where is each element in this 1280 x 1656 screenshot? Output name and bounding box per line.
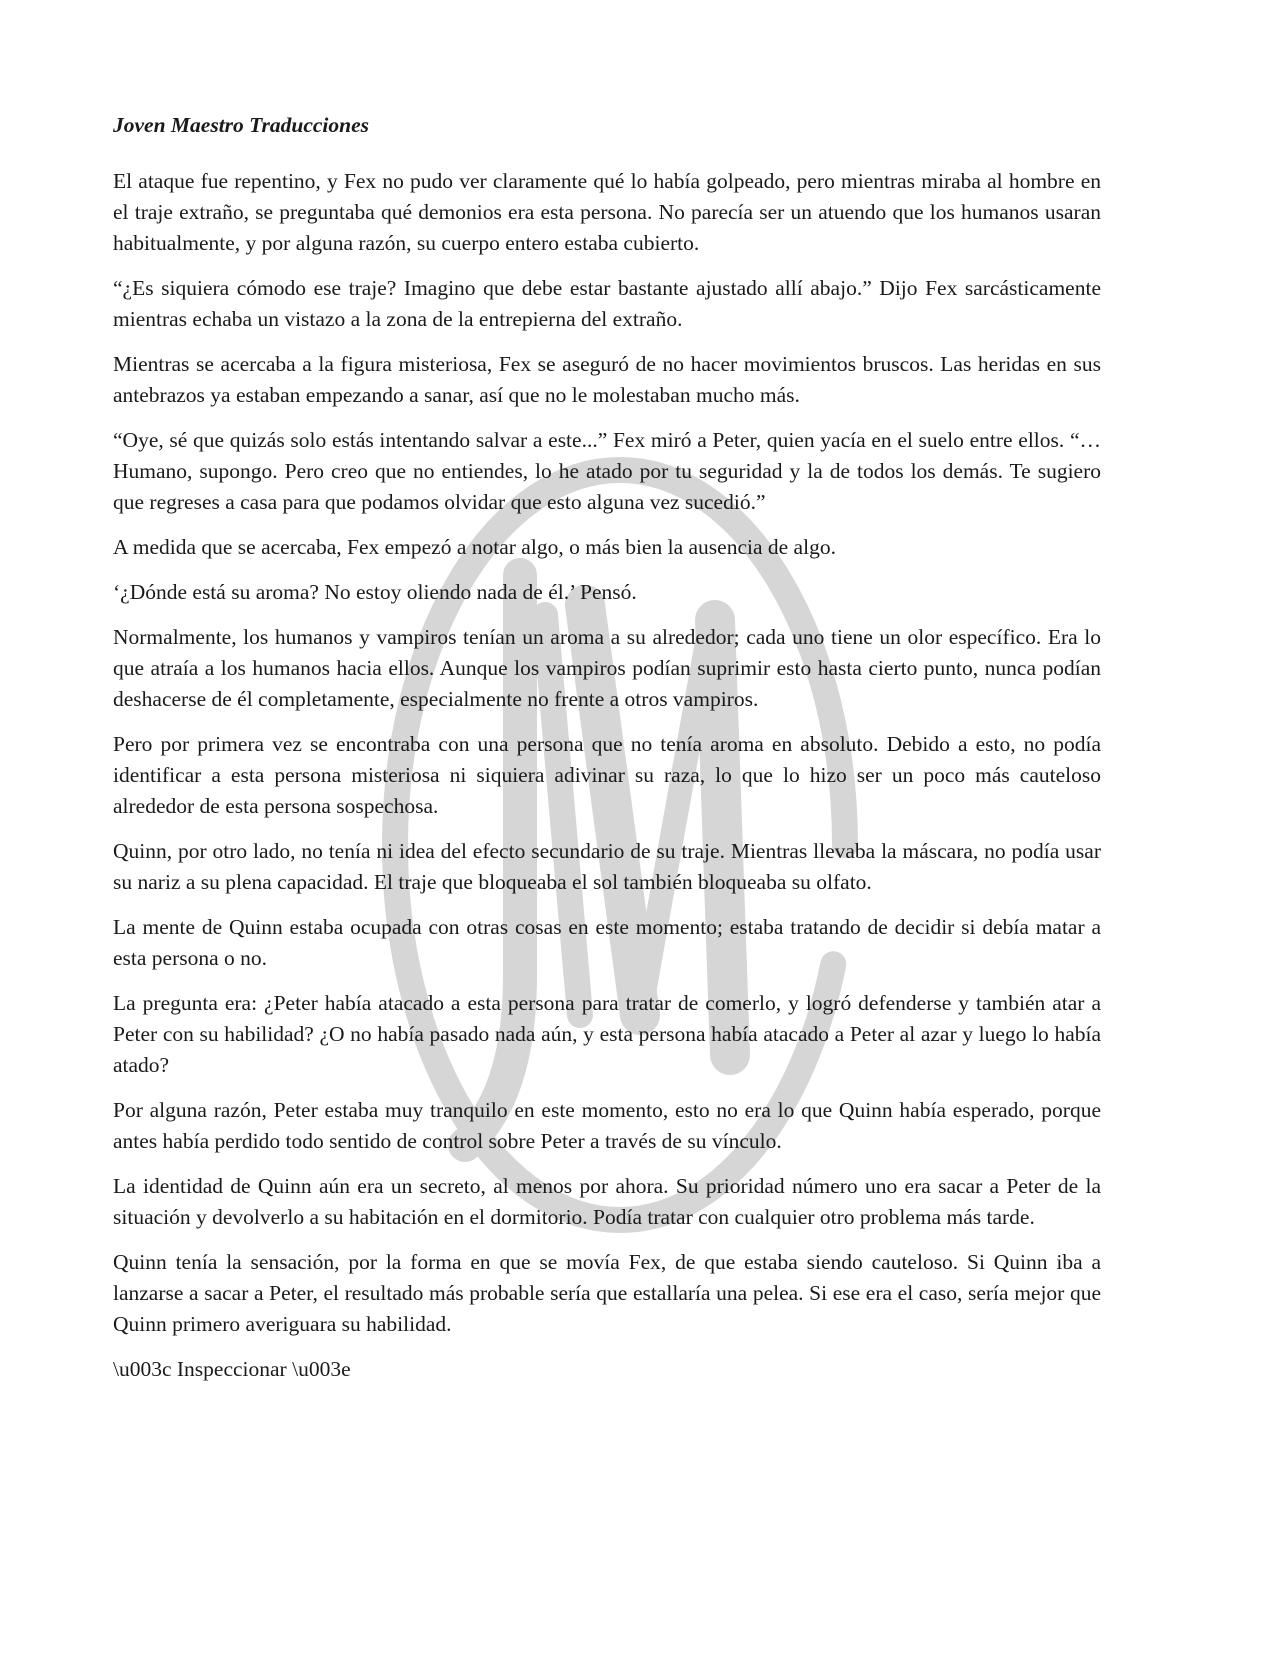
paragraph: La mente de Quinn estaba ocupada con otras cosas en este momento; estaba tratando de decidir si debía matar a esta persona o no.	[113, 915, 1101, 970]
paragraph: Normalmente, los humanos y vampiros tenían un aroma a su alrededor; cada uno tiene un olor específico. Era lo que atraía a los humanos hacia ellos. Aunque los vampiros podían suprimir esto hasta cierto punto, nunca podían deshacerse de él completamente, especialmente no frente a otros vampiros.	[113, 625, 1101, 711]
paragraph: A medida que se acercaba, Fex empezó a notar algo, o más bien la ausencia de algo.	[113, 535, 836, 559]
paragraph: Mientras se acercaba a la figura misteriosa, Fex se aseguró de no hacer movimientos bruscos. Las heridas en sus antebrazos ya estaban empezando a sanar, así que no le molestaban mucho más.	[113, 352, 1101, 407]
paragraph: ‘¿Dónde está su aroma? No estoy oliendo nada de él.’ Pensó.	[113, 580, 637, 604]
inspect-marker-text: \u003c Inspeccionar \u003e	[113, 1357, 351, 1381]
paragraph: “¿Es siquiera cómodo ese traje? Imagino que debe estar bastante ajustado allí abajo.” Dijo Fex sarcásticamente mientras echaba un vistazo a la zona de la entrepierna del extraño.	[113, 276, 1101, 331]
paragraph: “Oye, sé que quizás solo estás intentando salvar a este...” Fex miró a Peter, quien yacía en el suelo entre ellos. “…Humano, supongo. Pero creo que no entiendes, lo he atado por tu seguridad y la de todos los demás. Te sugiero que regreses a casa para que podamos olvidar que esto alguna vez sucedió.”	[113, 428, 1101, 514]
paragraph: Pero por primera vez se encontraba con una persona que no tenía aroma en absoluto. Debido a esto, no podía identificar a esta persona misteriosa ni siquiera adivinar su raza, lo que lo hizo ser un poco más cauteloso alrededor de esta persona sospechosa.	[113, 732, 1101, 818]
paragraph: Quinn tenía la sensación, por la forma en que se movía Fex, de que estaba siendo cauteloso. Si Quinn iba a lanzarse a sacar a Peter, el resultado más probable sería que estallaría una pelea. Si ese era el caso, sería mejor que Quinn primero averiguara su habilidad.	[113, 1250, 1101, 1336]
paragraph: La identidad de Quinn aún era un secreto, al menos por ahora. Su prioridad número uno era sacar a Peter de la situación y devolverlo a su habitación en el dormitorio. Podía tratar con cualquier otro problema más tarde.	[113, 1174, 1101, 1229]
translator-credit-heading: Joven Maestro Traducciones	[113, 113, 369, 137]
paragraph: Quinn, por otro lado, no tenía ni idea del efecto secundario de su traje. Mientras llevaba la máscara, no podía usar su nariz a su plena capacidad. El traje que bloqueaba el sol también bloqueaba su olfato.	[113, 839, 1101, 894]
paragraph: El ataque fue repentino, y Fex no pudo ver claramente qué lo había golpeado, pero mientras miraba al hombre en el traje extraño, se preguntaba qué demonios era esta persona. No parecía ser un atuendo que los humanos usaran habitualmente, y por alguna razón, su cuerpo entero estaba cubierto.	[113, 169, 1101, 255]
document-page	[113, 110, 1101, 1399]
paragraph: Por alguna razón, Peter estaba muy tranquilo en este momento, esto no era lo que Quinn había esperado, porque antes había perdido todo sentido de control sobre Peter a través de su vínculo.	[113, 1098, 1101, 1153]
paragraph: La pregunta era: ¿Peter había atacado a esta persona para tratar de comerlo, y logró defenderse y también atar a Peter con su habilidad? ¿O no había pasado nada aún, y esta persona había atacado a Peter al azar y luego lo había atado?	[113, 991, 1101, 1077]
